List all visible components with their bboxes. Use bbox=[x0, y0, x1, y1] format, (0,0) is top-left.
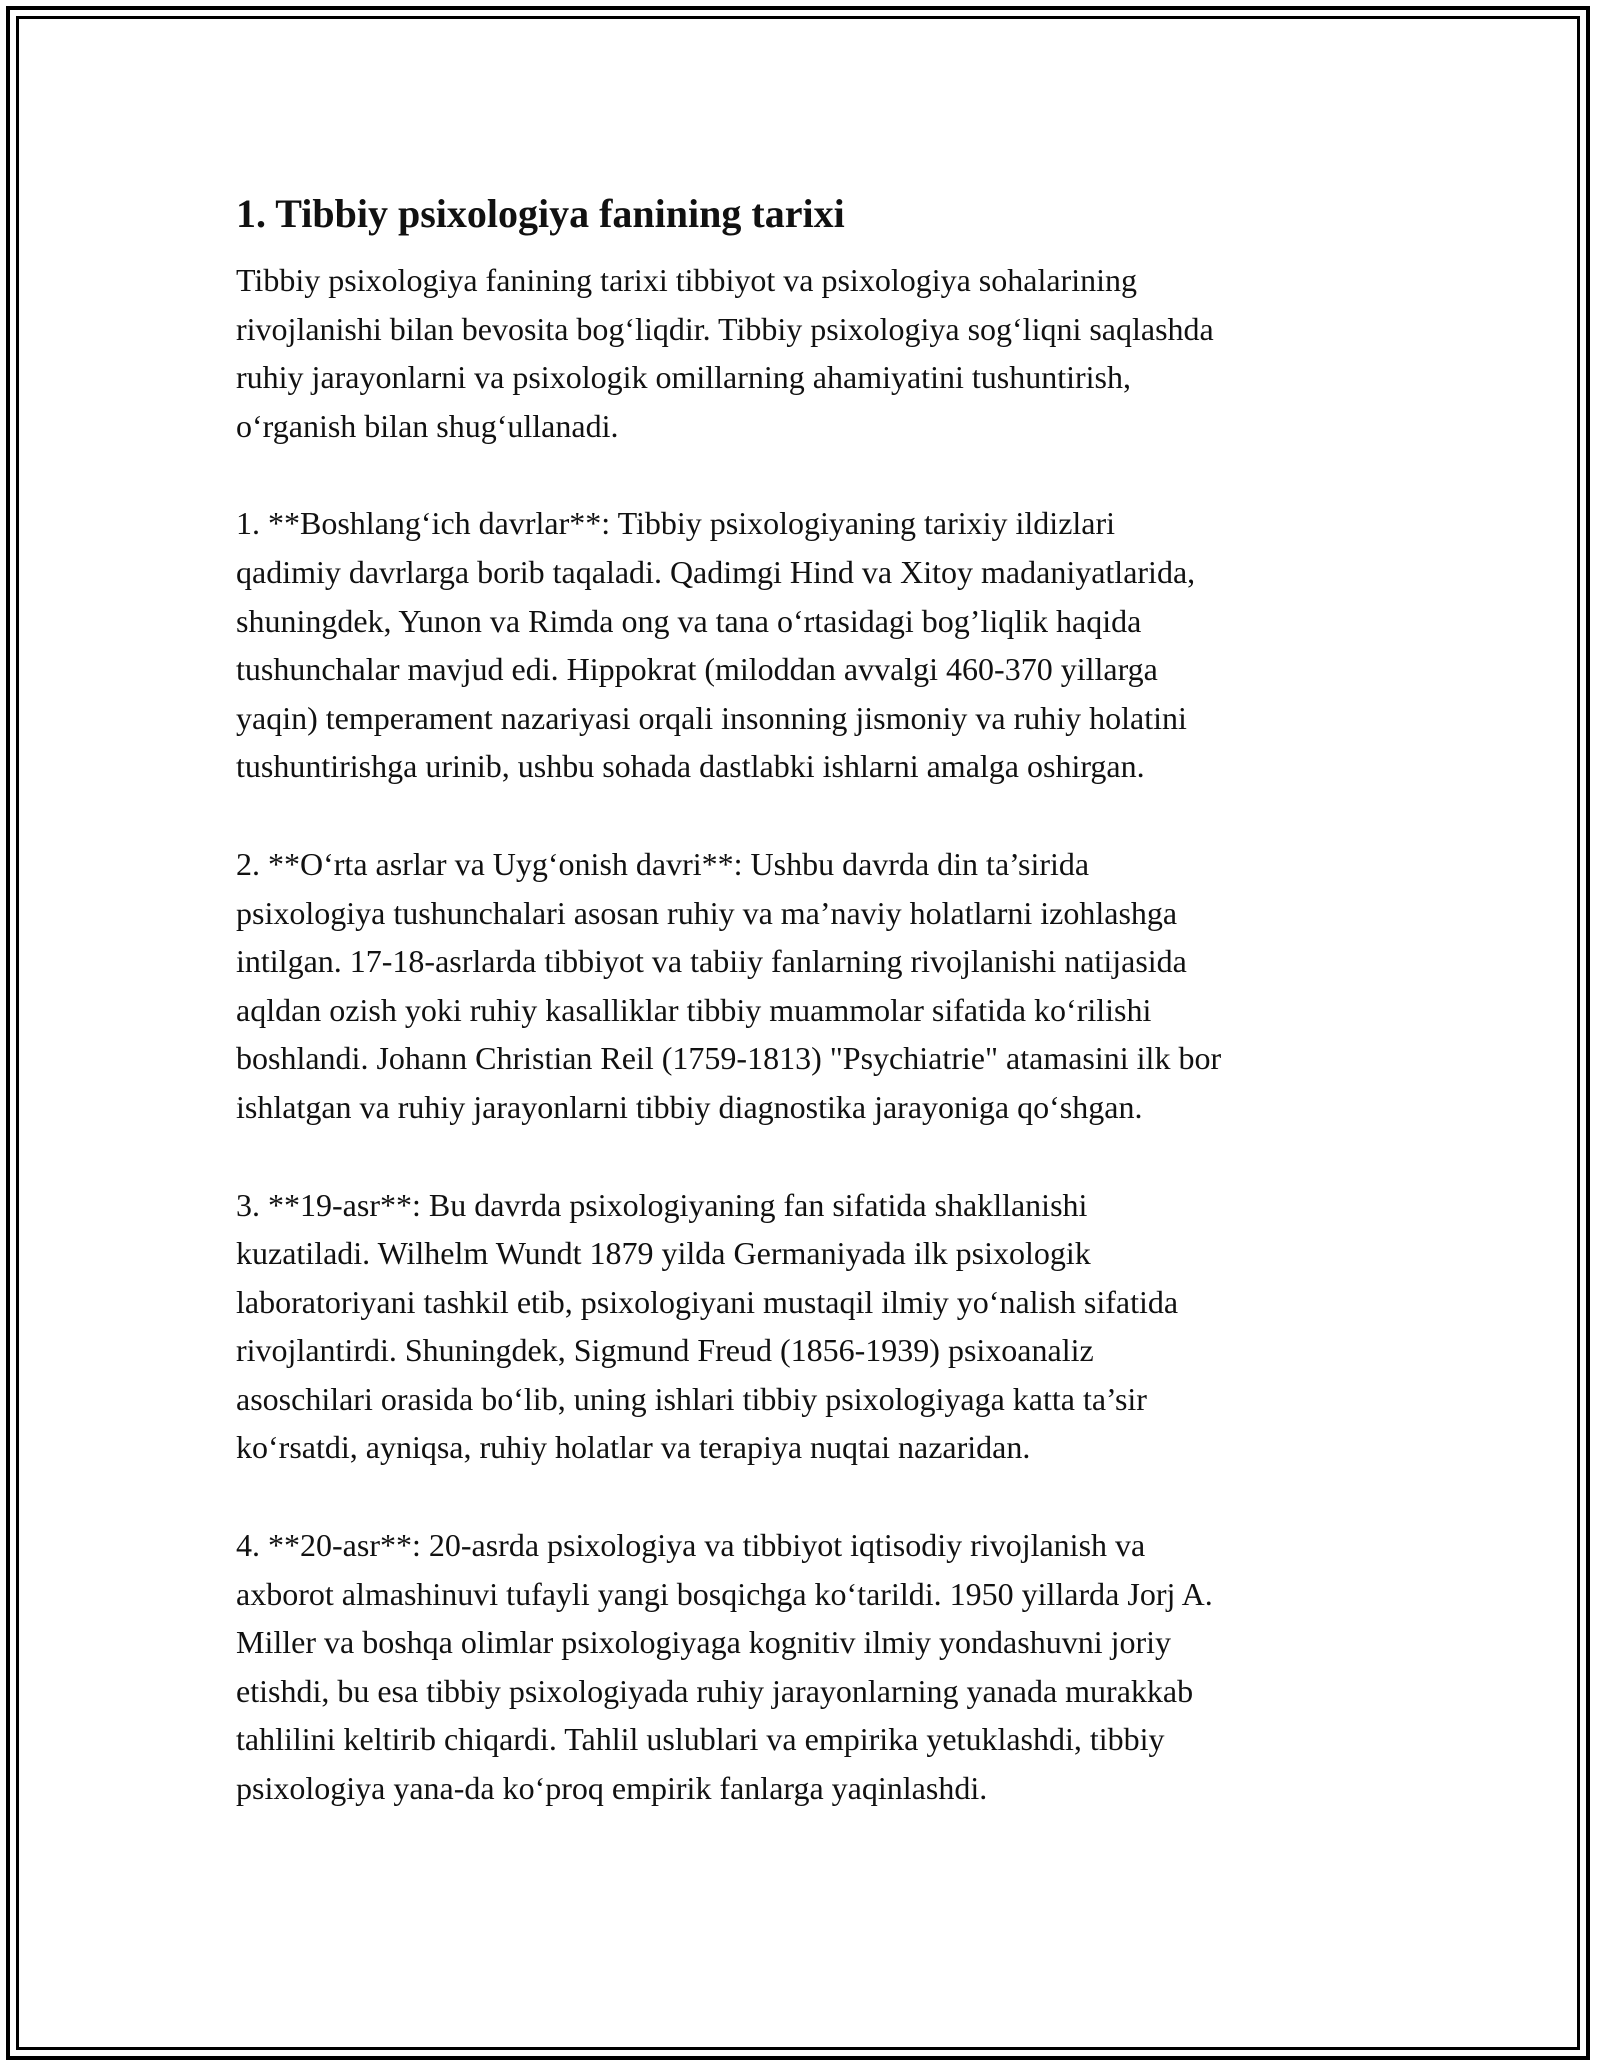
document-title: 1. Tibbiy psixologiya fanining tarixi bbox=[236, 191, 845, 236]
paragraph-intro: Tibbiy psixologiya fanining tarixi tibbiyot va psixologiya sohalarining rivojlanishi bilan bevosita bog‘liqdir. Tibbiy psixologiya sog‘liqni saqlashda ruhiy jarayonlarni va psixologik omillarning ahamiyatini tushuntirish, o‘rganish bilan shug‘ullanadi. bbox=[236, 262, 1214, 444]
paragraph-early-period: 1. **Boshlang‘ich davrlar**: Tibbiy psixologiyaning tarixiy ildizlari qadimiy davrlarga borib taqaladi. Qadimgi Hind va Xitoy madaniyatlarida, shuningdek, Yunon va Rimda ong va tana o‘rtasidagi bog’liqlik haqida tushunchalar mavjud edi. Hippokrat (miloddan avvalgi 460-370 yillarga yaqin) temperament nazariyasi orqali insonning jismoniy va ruhiy holatini tushuntirishga urinib, ushbu sohada dastlabki ishlarni amalga oshirgan. bbox=[236, 505, 1196, 785]
paragraph-20th-century: 4. **20-asr**: 20-asrda psixologiya va tibbiyot iqtisodiy rivojlanish va axborot almashinuvi tufayli yangi bosqichga ko‘tarildi. 1950 yillarda Jorj A. Miller va boshqa olimlar psixologiyaga kognitiv ilmiy yondashuvni joriy etishdi, bu esa tibbiy psixologiyada ruhiy jarayonlarning yanada murakkab tahlilini keltirib chiqardi. Tahlil uslublari va empirika yetuklashdi, tibbiy psixologiya yana-da ko‘proq empirik fanlarga yaqinlashdi. bbox=[236, 1527, 1213, 1807]
paragraph-middle-ages: 2. **O‘rta asrlar va Uyg‘onish davri**: Ushbu davrda din ta’sirida psixologiya tushunchalari asosan ruhiy va ma’naviy holatlarni izohlashga intilgan. 17-18-asrlarda tibbiyot va tabiiy fanlarning rivojlanishi natijasida aqldan ozish yoki ruhiy kasalliklar tibbiy muammolar sifatida ko‘rilishi boshlandi. Johann Christian Reil (1759-1813) "Psychiatrie" atamasini ilk bor ishlatgan va ruhiy jarayonlarni tibbiy diagnostika jarayoniga qo‘shgan. bbox=[236, 845, 1222, 1125]
document-body bbox=[236, 188, 1366, 1813]
paragraph-19th-century: 3. **19-asr**: Bu davrda psixologiyaning fan sifatida shakllanishi kuzatiladi. Wilhelm Wundt 1879 yilda Germaniyada ilk psixologik laboratoriyani tashkil etib, psixologiyani mustaqil ilmiy yo‘nalish sifatida rivojlantirdi. Shuningdek, Sigmund Freud (1856-1939) psixoanaliz asoschilari orasida bo‘lib, uning ishlari tibbiy psixologiyaga katta ta’sir ko‘rsatdi, ayniqsa, ruhiy holatlar va terapiya nuqtai nazaridan. bbox=[236, 1186, 1179, 1466]
